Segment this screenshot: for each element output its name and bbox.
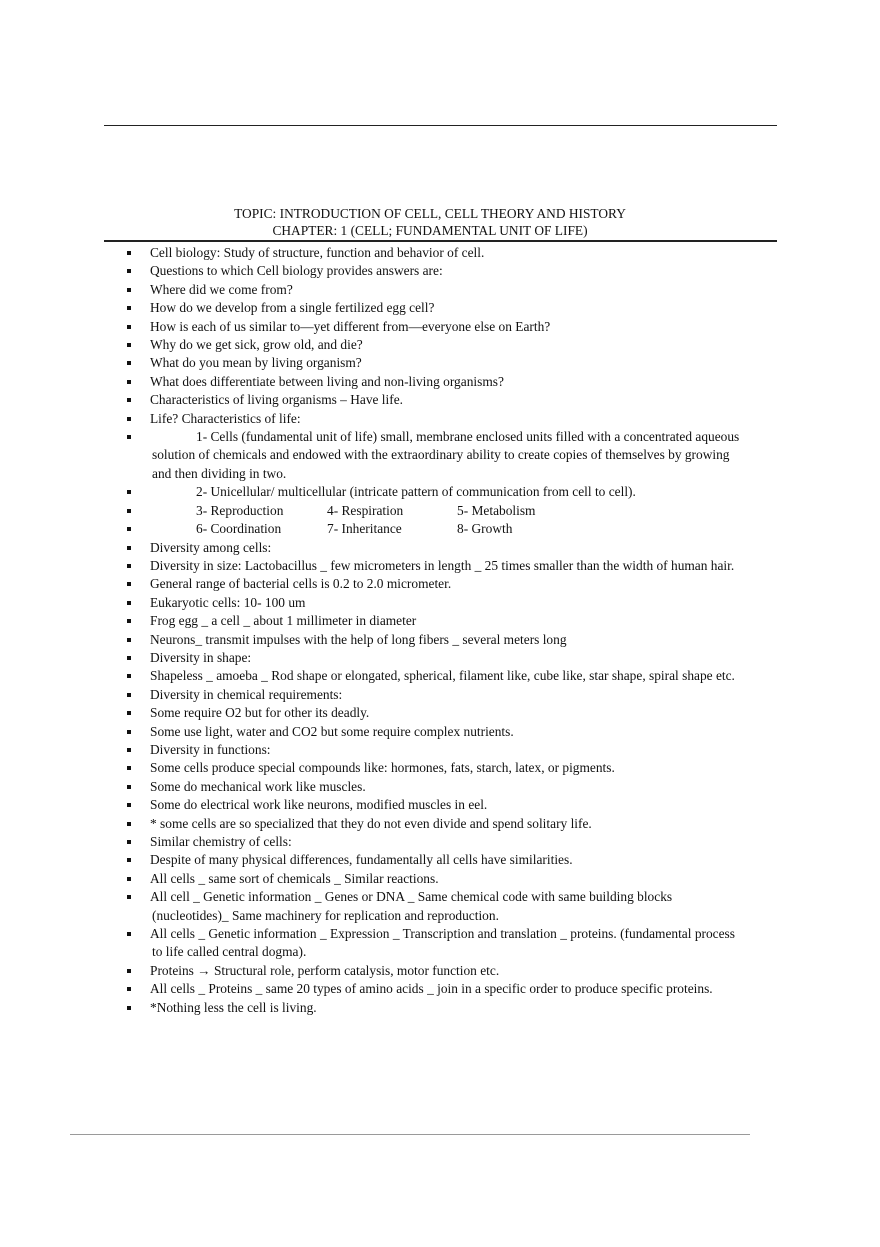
bullet-list (127, 244, 747, 1017)
list-item: Life? Characteristics of life: (127, 410, 747, 428)
characteristic-label: 8- Growth (457, 521, 513, 537)
characteristic-label: 5- Metabolism (457, 502, 536, 518)
bullet-icon (127, 527, 131, 531)
bullet-icon (127, 546, 131, 550)
bullet-icon (127, 840, 131, 844)
bullet-icon (127, 564, 131, 568)
list-item: Questions to which Cell biology provides answers are: (127, 262, 747, 280)
list-item: Some do mechanical work like muscles. (127, 778, 747, 796)
bullet-icon (127, 343, 131, 347)
bullet-icon (127, 398, 131, 402)
bullet-icon (127, 509, 131, 513)
bullet-icon (127, 638, 131, 642)
list-item: All cells _ same sort of chemicals _ Similar reactions. (127, 870, 747, 888)
bullet-icon (127, 1006, 131, 1010)
list-item: Some cells produce special compounds like: hormones, fats, starch, latex, or pigments. (127, 759, 747, 777)
characteristic-label: 7- Inheritance (327, 521, 402, 537)
bullet-icon (127, 582, 131, 586)
list-item: *Nothing less the cell is living. (127, 999, 747, 1017)
list-item: Cell biology: Study of structure, function and behavior of cell. (127, 244, 747, 262)
bullet-icon (127, 785, 131, 789)
list-item: How do we develop from a single fertilized egg cell? (127, 299, 747, 317)
bullet-icon (127, 674, 131, 678)
chapter-title: CHAPTER: 1 (CELL; FUNDAMENTAL UNIT OF LIFE) (272, 223, 588, 238)
bullet-icon (127, 803, 131, 807)
bullet-icon (127, 877, 131, 881)
bullet-icon (127, 619, 131, 623)
list-item: Some use light, water and CO2 but some require complex nutrients. (127, 723, 747, 741)
list-item: All cells _ Proteins _ same 20 types of amino acids _ join in a specific order to produce specific proteins. (127, 980, 747, 998)
bullet-icon (127, 766, 131, 770)
list-item: Diversity in functions: (127, 741, 747, 759)
top-rule (104, 125, 777, 126)
bullet-icon (127, 730, 131, 734)
bullet-icon (127, 895, 131, 899)
characteristic-label: 6- Coordination (196, 521, 282, 537)
list-item: Diversity in chemical requirements: (127, 686, 747, 704)
list-item: Proteins → Structural role, perform catalysis, motor function etc. (127, 962, 747, 980)
list-item: 1- Cells (fundamental unit of life) small, membrane enclosed units filled with a concentrated aqueous solution of chemicals and endowed with the extraordinary ability to create copies of themselves by growing and then dividing in two. (127, 428, 747, 483)
bullet-icon (127, 969, 131, 973)
bullet-icon (127, 693, 131, 697)
list-item: * some cells are so specialized that they do not even divide and spend solitary life. (127, 815, 747, 833)
list-item: Eukaryotic cells: 10- 100 um (127, 594, 747, 612)
list-item: All cells _ Genetic information _ Expression _ Transcription and translation _ proteins. (fundamental process to life called central dogma). (127, 925, 747, 962)
characteristics-row (127, 520, 747, 538)
bullet-icon (127, 601, 131, 605)
heading-block (104, 205, 756, 239)
title-rule (104, 240, 777, 242)
characteristic-label: 4- Respiration (327, 502, 404, 518)
bullet-icon (127, 987, 131, 991)
list-item: Diversity in size: Lactobacillus _ few micrometers in length _ 25 times smaller than the width of human hair. (127, 557, 747, 575)
list-item: What does differentiate between living and non-living organisms? (127, 373, 747, 391)
list-item: Diversity among cells: (127, 539, 747, 557)
list-item: General range of bacterial cells is 0.2 to 2.0 micrometer. (127, 575, 747, 593)
list-item: All cell _ Genetic information _ Genes or DNA _ Same chemical code with same building blocks (nucleotides)_ Same machinery for replication and reproduction. (127, 888, 747, 925)
characteristic-label: 3- Reproduction (196, 502, 284, 518)
list-item: Why do we get sick, grow old, and die? (127, 336, 747, 354)
bullet-icon (127, 932, 131, 936)
bullet-icon (127, 711, 131, 715)
list-item: 2- Unicellular/ multicellular (intricate pattern of communication from cell to cell). (127, 483, 747, 501)
bullet-icon (127, 269, 131, 273)
list-item: Shapeless _ amoeba _ Rod shape or elongated, spherical, filament like, cube like, star shape, spiral shape etc. (127, 667, 747, 685)
bullet-icon (127, 748, 131, 752)
bullet-icon (127, 822, 131, 826)
list-item: Some do electrical work like neurons, modified muscles in eel. (127, 796, 747, 814)
bullet-icon (127, 380, 131, 384)
bullet-icon (127, 306, 131, 310)
bullet-icon (127, 251, 131, 255)
list-item: Diversity in shape: (127, 649, 747, 667)
topic-title: TOPIC: INTRODUCTION OF CELL, CELL THEORY AND HISTORY (234, 206, 626, 221)
bullet-icon (127, 656, 131, 660)
list-item: Frog egg _ a cell _ about 1 millimeter in diameter (127, 612, 747, 630)
list-item: Neurons_ transmit impulses with the help of long fibers _ several meters long (127, 631, 747, 649)
list-item: How is each of us similar to—yet different from—everyone else on Earth? (127, 318, 747, 336)
bullet-icon (127, 435, 131, 439)
footer-rule (70, 1134, 750, 1135)
bullet-icon (127, 858, 131, 862)
list-item: Some require O2 but for other its deadly. (127, 704, 747, 722)
bullet-icon (127, 490, 131, 494)
list-item: Where did we come from? (127, 281, 747, 299)
bullet-icon (127, 288, 131, 292)
list-item: Despite of many physical differences, fundamentally all cells have similarities. (127, 851, 747, 869)
list-item: What do you mean by living organism? (127, 354, 747, 372)
bullet-icon (127, 417, 131, 421)
list-item: Characteristics of living organisms – Have life. (127, 391, 747, 409)
characteristics-row (127, 502, 747, 520)
bullet-icon (127, 361, 131, 365)
list-item: Similar chemistry of cells: (127, 833, 747, 851)
bullet-icon (127, 325, 131, 329)
